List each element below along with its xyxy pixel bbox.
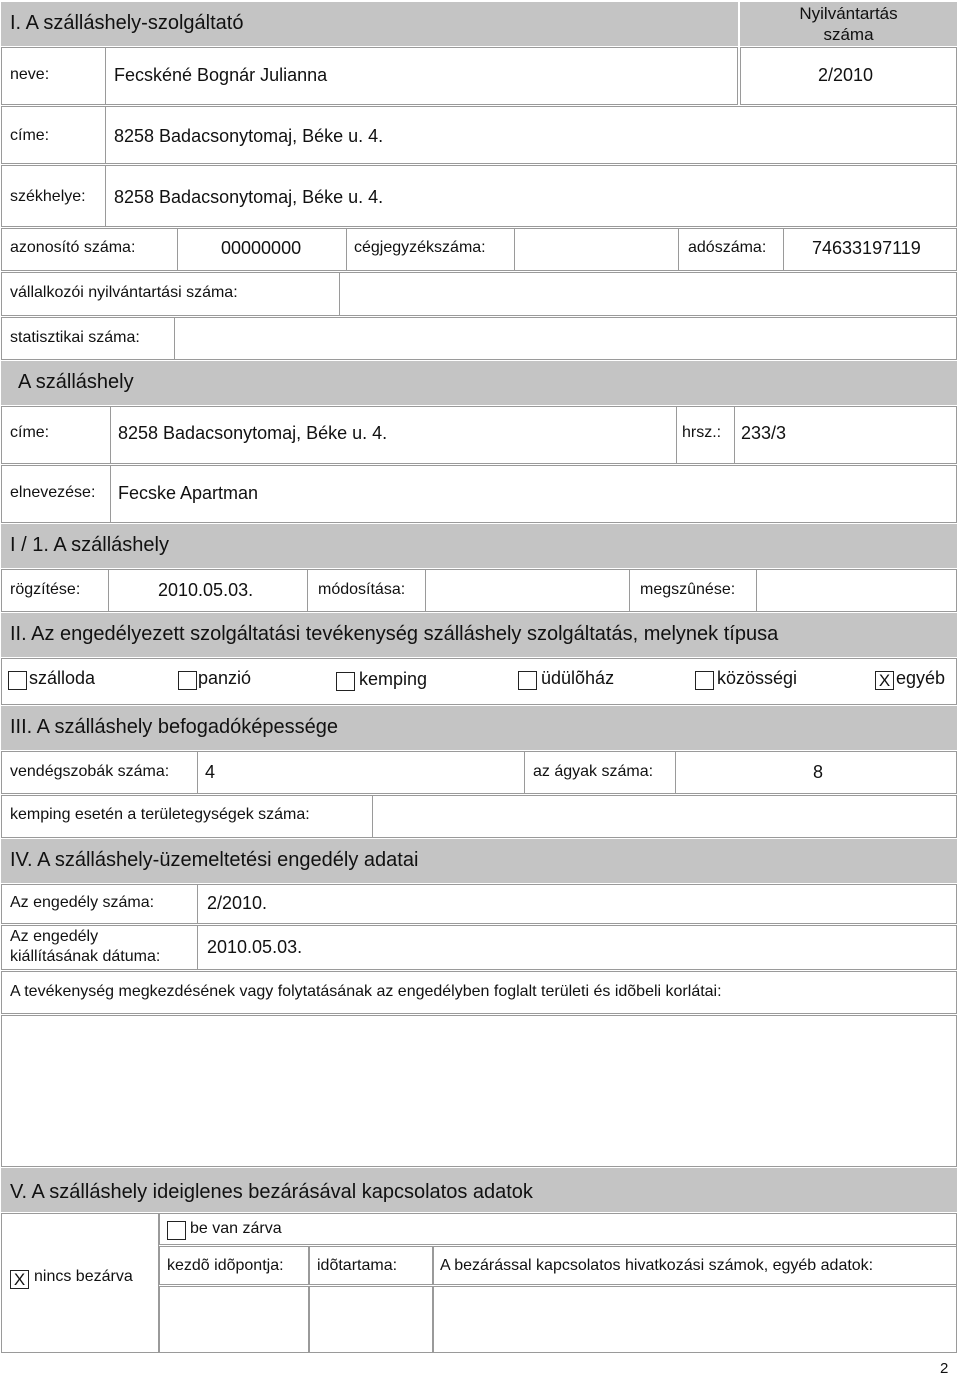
rooms-value: 4 [205, 762, 216, 782]
camp-value-box [372, 795, 957, 838]
section-2-title: II. Az engedélyezett szolgáltatási tevékenység szálláshely szolgáltatás, melynek típusa [10, 623, 779, 645]
hrsz-label: hrsz.: [682, 424, 722, 441]
stat-value-box [174, 317, 957, 360]
closure-duration-value-cell [309, 1286, 433, 1353]
reg-number-value: 2/2010 [818, 65, 874, 85]
id-value: 00000000 [221, 238, 302, 258]
entrepreneur-label: vállalkozói nyilvántartási száma: [10, 284, 238, 301]
entrepreneur-value-box [339, 272, 957, 316]
provider-name-value: Fecskéné Bognár Julianna [114, 65, 328, 85]
permit-date-value: 2010.05.03. [207, 937, 303, 957]
closure-refs-value-cell [433, 1286, 957, 1353]
provider-seat-label: székhelye: [10, 188, 86, 205]
rooms-label: vendégszobák száma: [10, 763, 170, 780]
type-checkbox-udulohaz[interactable] [518, 671, 537, 690]
ended-label: megszûnése: [640, 581, 736, 598]
section-5-title: V. A szálláshely ideiglenes bezárásával kapcsolatos adatok [10, 1181, 533, 1203]
type-label-kozossegi: közösségi [717, 668, 798, 688]
type-label-udulohaz: üdülõház [541, 668, 615, 688]
type-checkbox-panzio[interactable] [178, 671, 197, 690]
beds-label: az ágyak száma: [533, 763, 654, 780]
section-1-1-title: I / 1. A szálláshely [10, 534, 169, 556]
type-label-szalloda: szálloda [29, 668, 96, 688]
type-checkbox-kozossegi[interactable] [695, 671, 714, 690]
closed-label: be van zárva [190, 1220, 282, 1237]
closure-start-label: kezdõ idõpontja: [167, 1257, 284, 1274]
type-label-panzio: panzió [198, 668, 252, 688]
recorded-label: rögzítése: [10, 581, 81, 598]
modified-value-box [425, 569, 630, 612]
reg-number-header [740, 2, 957, 46]
company-reg-value-box [514, 228, 679, 271]
accommodation-name-value: Fecske Apartman [118, 483, 259, 503]
accommodation-header [1, 361, 957, 405]
type-label-egyeb: egyéb [896, 668, 946, 688]
limits-value-box [1, 1015, 957, 1167]
accommodation-title: A szálláshely [18, 371, 134, 393]
type-checkbox-szalloda[interactable] [8, 671, 27, 690]
ended-value-box [756, 569, 957, 612]
types-row [1, 658, 957, 705]
closed-checkbox[interactable] [167, 1221, 186, 1240]
permit-number-value: 2/2010. [207, 893, 268, 913]
provider-address-label: címe: [10, 127, 50, 144]
beds-value: 8 [813, 762, 824, 782]
closure-duration-label: idõtartama: [317, 1257, 398, 1274]
limits-label: A tevékenység megkezdésének vagy folytatásának az engedélyben foglalt területi és idõbeli korlátai: [10, 983, 722, 1000]
permit-date-value-box [197, 925, 957, 970]
not-closed-checkbox[interactable]: X [10, 1270, 29, 1289]
accommodation-address-label: címe: [10, 424, 50, 441]
hrsz-value: 233/3 [741, 423, 787, 443]
accommodation-address-value: 8258 Badacsonytomaj, Béke u. 4. [118, 423, 388, 443]
closure-start-value-cell [159, 1286, 309, 1353]
permit-number-value-box [197, 884, 957, 924]
type-checkbox-kemping[interactable] [336, 672, 355, 691]
type-label-kemping: kemping [359, 669, 428, 689]
not-closed-label: nincs bezárva [34, 1268, 133, 1285]
permit-number-label: Az engedély száma: [10, 894, 155, 911]
reg-number-header-line1: Nyilvántartás [799, 4, 898, 23]
permit-date-label-line2: kiállításának dátuma: [10, 948, 161, 965]
tax-value: 74633197119 [812, 238, 921, 258]
company-reg-label: cégjegyzékszáma: [354, 239, 486, 256]
closure-refs-label: A bezárással kapcsolatos hivatkozási számok, egyéb adatok: [440, 1257, 874, 1274]
provider-name-label: neve: [10, 66, 50, 83]
camp-label: kemping esetén a területegységek száma: [10, 806, 310, 823]
page-number: 2 [940, 1360, 949, 1377]
rooms-value-box [197, 751, 525, 794]
type-checkbox-egyeb[interactable]: X [875, 671, 894, 690]
reg-number-header-line2: száma [823, 25, 874, 44]
stat-label: statisztikai száma: [10, 329, 140, 346]
permit-date-label-line1: Az engedély [10, 928, 99, 945]
id-label: azonosító száma: [10, 239, 136, 256]
provider-address-value: 8258 Badacsonytomaj, Béke u. 4. [114, 126, 384, 146]
accommodation-name-label: elnevezése: [10, 484, 96, 501]
modified-label: módosítása: [318, 581, 406, 598]
tax-label: adószáma: [688, 239, 767, 256]
section-1-title: I. A szálláshely-szolgáltató [10, 12, 244, 34]
section-3-title: III. A szálláshely befogadóképessége [10, 716, 339, 738]
section-4-title: IV. A szálláshely-üzemeltetési engedély adatai [10, 849, 419, 871]
provider-seat-value: 8258 Badacsonytomaj, Béke u. 4. [114, 187, 384, 207]
recorded-value: 2010.05.03. [158, 580, 254, 600]
